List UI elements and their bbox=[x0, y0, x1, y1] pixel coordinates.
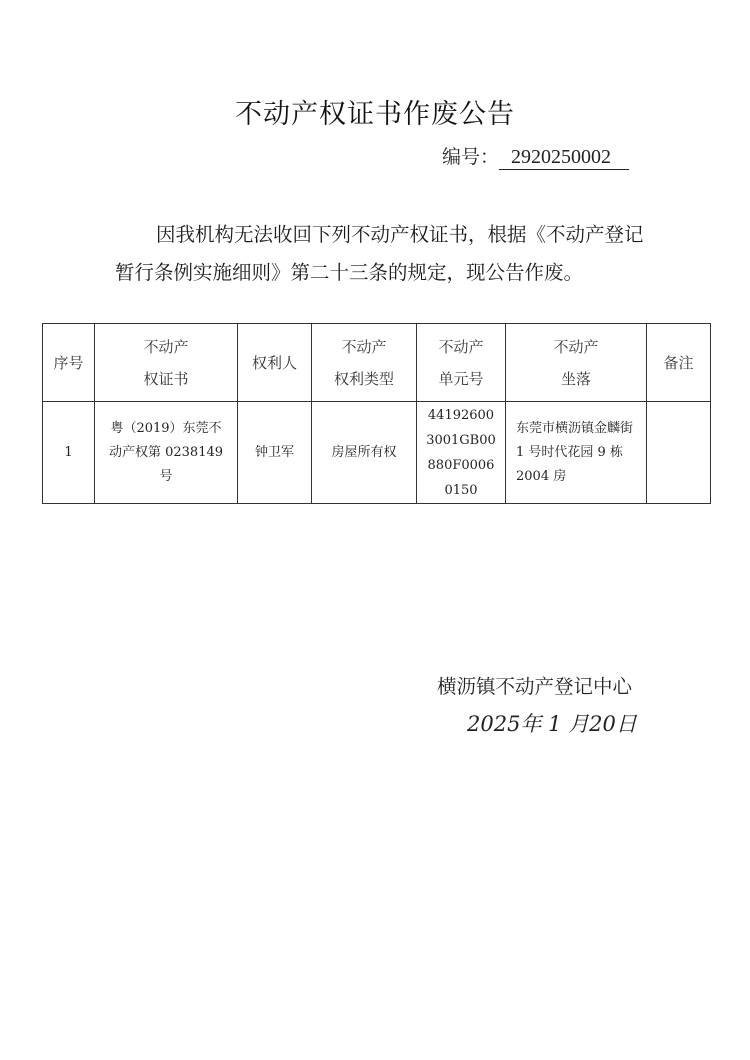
header-certificate: 不动产 权证书 bbox=[95, 324, 238, 402]
issue-date: 2025年 1 月20日 bbox=[467, 712, 637, 736]
cell-remark bbox=[647, 402, 711, 504]
table-row bbox=[43, 402, 711, 504]
page-title: 不动产权证书作废公告 bbox=[235, 99, 515, 130]
header-location: 不动产 坐落 bbox=[506, 324, 647, 402]
cell-unit-number: 441926003001GB00880F00060150 bbox=[417, 402, 506, 504]
cell-right-type: 房屋所有权 bbox=[312, 402, 417, 504]
header-remark: 备注 bbox=[647, 324, 711, 402]
cell-location: 东莞市横沥镇金麟街 1 号时代花园 9 栋 2004 房 bbox=[506, 402, 647, 504]
serial-number-line bbox=[442, 142, 629, 170]
cell-index: 1 bbox=[43, 402, 95, 504]
cell-holder: 钟卫军 bbox=[238, 402, 312, 504]
header-right-type: 不动产 权利类型 bbox=[312, 324, 417, 402]
header-index: 序号 bbox=[43, 324, 95, 402]
issuing-organization: 横沥镇不动产登记中心 bbox=[437, 675, 633, 698]
serial-label: 编号： bbox=[442, 146, 500, 168]
certificate-table bbox=[42, 323, 711, 504]
cell-certificate: 粤（2019）东莞不动产权第 0238149 号 bbox=[95, 402, 238, 504]
header-holder: 权利人 bbox=[238, 324, 312, 402]
header-unit-number: 不动产 单元号 bbox=[417, 324, 506, 402]
serial-number: 2920250002 bbox=[499, 146, 629, 170]
notice-paragraph: 因我机构无法收回下列不动产权证书，根据《不动产登记暂行条例实施细则》第二十三条的规定，现公告作废。 bbox=[115, 223, 644, 284]
table-header-row bbox=[43, 324, 711, 402]
